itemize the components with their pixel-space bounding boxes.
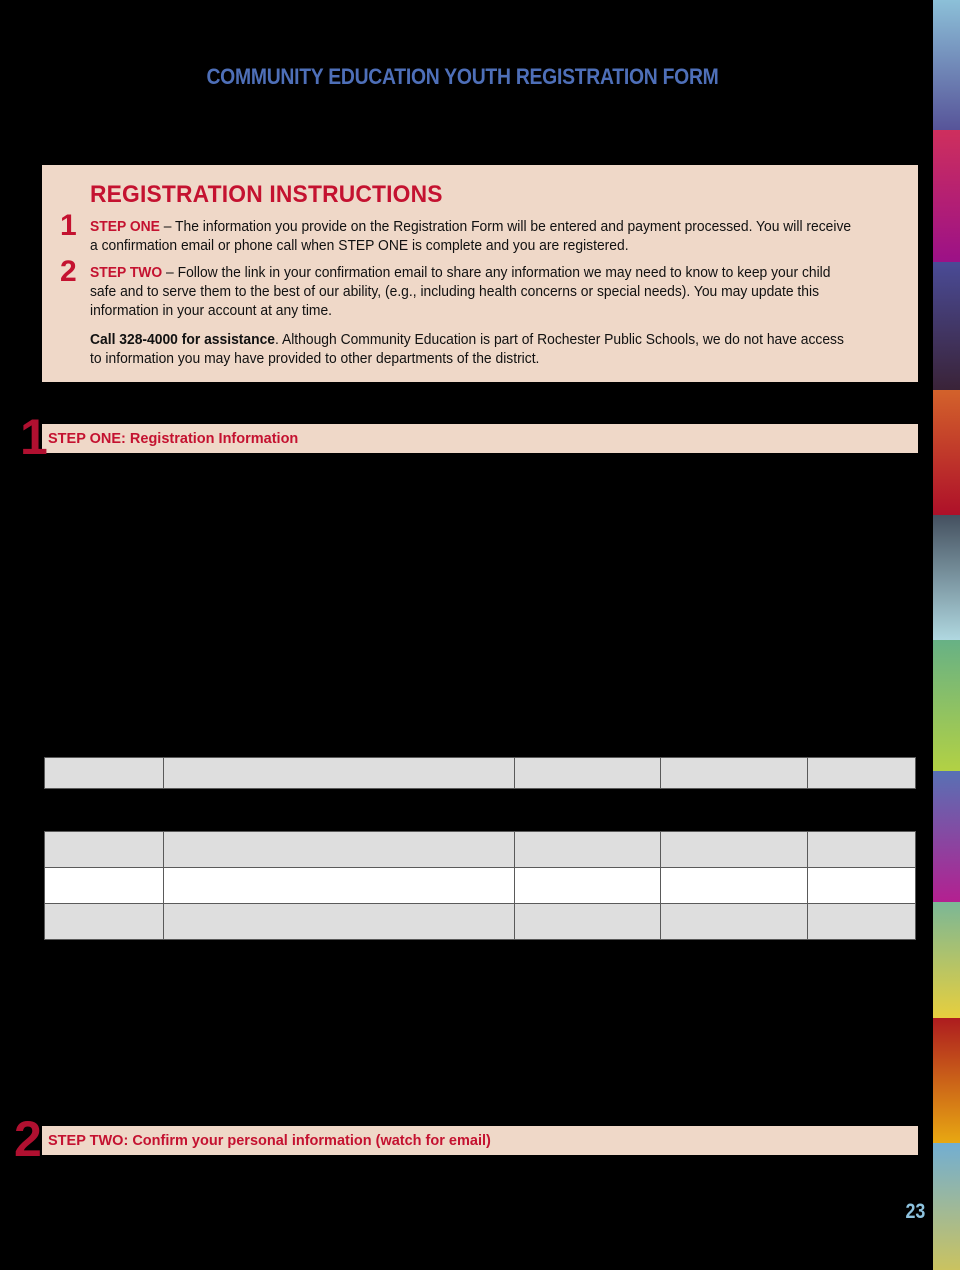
- step-one-section-bar: [42, 424, 918, 453]
- color-rail-block-3: [933, 262, 960, 390]
- page-number: 23: [905, 1200, 925, 1223]
- table-cell[interactable]: [515, 904, 661, 940]
- instruction-text-step-two: [90, 264, 858, 321]
- table-cell[interactable]: [808, 904, 916, 940]
- instruction-item-step-two: [60, 255, 882, 321]
- table-cell[interactable]: [661, 832, 808, 868]
- table-cell[interactable]: [164, 904, 515, 940]
- color-rail-block-7: [933, 771, 960, 902]
- instruction-assistance-note: [90, 331, 858, 369]
- color-rail-block-10: [933, 1143, 960, 1270]
- table-cell[interactable]: [164, 758, 515, 789]
- table-row: [45, 758, 916, 789]
- color-rail-block-9: [933, 1018, 960, 1143]
- table-cell[interactable]: [45, 832, 164, 868]
- registration-instructions-panel: [42, 165, 918, 382]
- instruction-lead-step-two: STEP TWO: [90, 265, 163, 281]
- table-cell[interactable]: [661, 758, 808, 789]
- instruction-text-step-one: [90, 218, 858, 256]
- page-title: COMMUNITY EDUCATION YOUTH REGISTRATION FORM: [206, 64, 719, 89]
- table-cell[interactable]: [45, 868, 164, 904]
- table-cell[interactable]: [45, 904, 164, 940]
- assistance-note-body: . Although Community Education is part of Rochester Public Schools, we do not have access to information you may have provided to other departments of the district.: [90, 332, 844, 367]
- table-row: [45, 904, 916, 940]
- table-row: [45, 832, 916, 868]
- color-rail-block-5: [933, 515, 960, 640]
- table-cell[interactable]: [515, 868, 661, 904]
- color-rail-block-6: [933, 640, 960, 771]
- decorative-color-rail: [933, 0, 960, 1270]
- step-two-section-label: STEP TWO: Confirm your personal information (watch for email): [48, 1132, 491, 1149]
- instructions-heading: REGISTRATION INSTRUCTIONS: [90, 181, 443, 208]
- table-cell[interactable]: [808, 758, 916, 789]
- table-cell[interactable]: [808, 868, 916, 904]
- table-cell[interactable]: [164, 832, 515, 868]
- color-rail-block-4: [933, 390, 960, 515]
- step-two-section-bar: [42, 1126, 918, 1155]
- table-cell[interactable]: [515, 832, 661, 868]
- instruction-lead-step-one: STEP ONE: [90, 219, 160, 235]
- table-cell[interactable]: [164, 868, 515, 904]
- registration-table-one: [44, 757, 916, 789]
- color-rail-block-1: [933, 0, 960, 130]
- instruction-number-1: 1: [60, 209, 77, 242]
- table-cell[interactable]: [661, 904, 808, 940]
- step-two-marker-number: 2: [14, 1111, 42, 1167]
- table-cell[interactable]: [808, 832, 916, 868]
- table-cell[interactable]: [515, 758, 661, 789]
- step-one-section-label: STEP ONE: Registration Information: [48, 430, 299, 447]
- color-rail-block-2: [933, 130, 960, 262]
- instruction-body-step-two: – Follow the link in your confirmation email to share any information we may need to know to keep your child safe and to serve them to the best of our ability, (e.g., including health concerns or special needs). You may update this information in your account at any time.: [90, 265, 831, 319]
- step-one-marker-number: 1: [20, 409, 48, 465]
- table-cell[interactable]: [661, 868, 808, 904]
- color-rail-block-8: [933, 902, 960, 1018]
- table-cell[interactable]: [45, 758, 164, 789]
- instruction-body-step-one: – The information you provide on the Registration Form will be entered and payment processed. You will receive a confirmation email or phone call when STEP ONE is complete and you are registered.: [90, 219, 852, 254]
- table-row: [45, 868, 916, 904]
- instruction-number-2: 2: [60, 255, 77, 288]
- registration-table-two: [44, 831, 916, 940]
- instruction-item-step-one: [60, 209, 882, 256]
- assistance-phone-callout: Call 328-4000 for assistance: [90, 332, 276, 348]
